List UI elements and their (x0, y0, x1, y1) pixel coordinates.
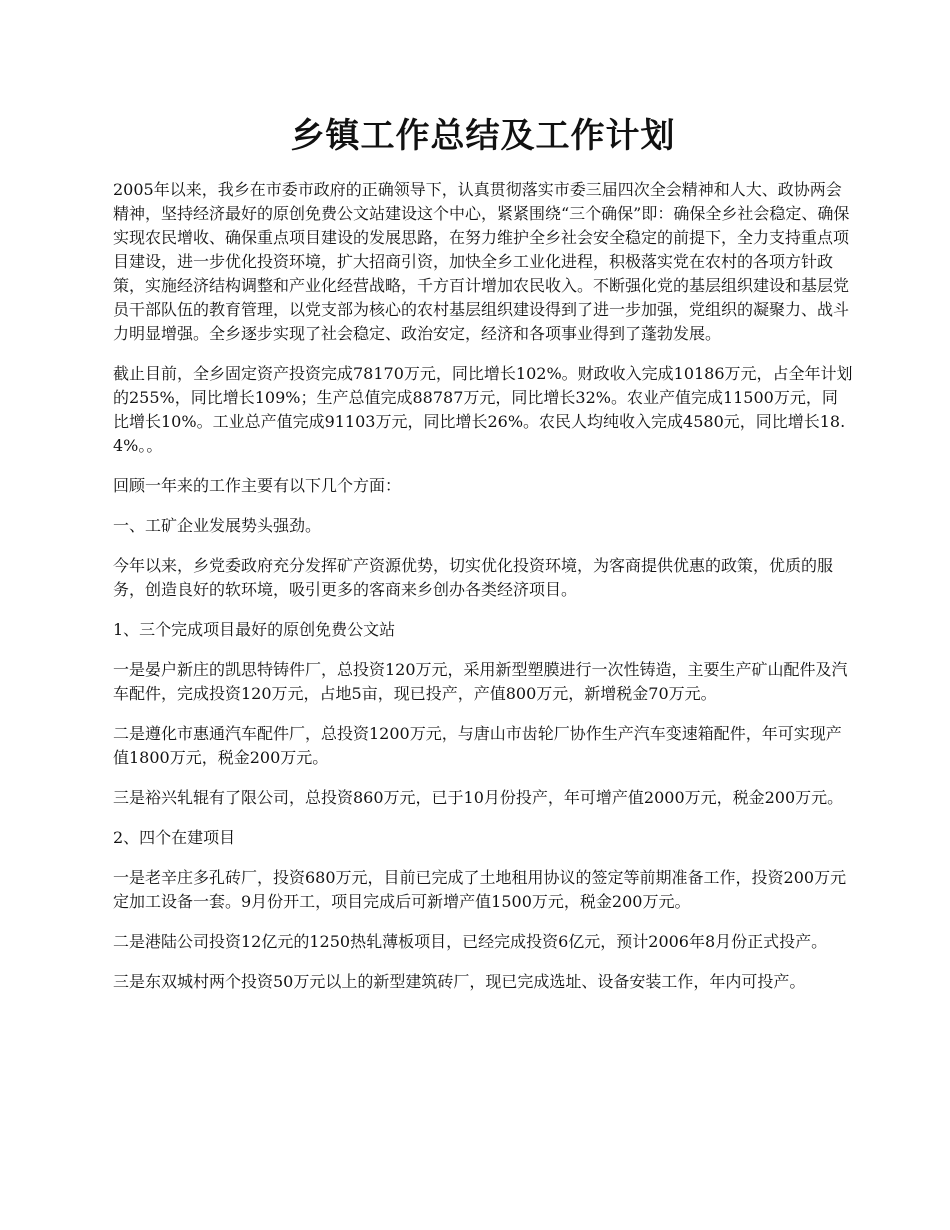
subsection-heading-completed-projects: 1、三个完成项目最好的原创免费公文站 (113, 620, 396, 639)
paragraph-completed-project-1: 一是晏户新庄的凯思特铸件厂，总投资120万元，采用新型塑膜进行一次性铸造，主要生产矿山配件及汽车配件，完成投资120万元，占地5亩，现已投产，产值800万元，新增税金70万元。 (113, 660, 848, 703)
document-title: 乡镇工作总结及工作计划 (290, 116, 676, 156)
paragraph-ongoing-project-1: 一是老辛庄多孔砖厂，投资680万元，目前已完成了土地租用协议的签定等前期准备工作，投资200万元定加工设备一套。9月份开工，项目完成后可新增产值1500万元，税金200万元。 (113, 868, 847, 911)
paragraph-ongoing-project-2: 二是港陆公司投资12亿元的1250热轧薄板项目，已经完成投资6亿元，预计2006年8月份正式投产。 (113, 932, 828, 951)
paragraph-ongoing-project-3: 三是东双城村两个投资50万元以上的新型建筑砖厂，现已完成选址、设备安装工作，年内可投产。 (113, 972, 806, 991)
section-heading-1: 一、工矿企业发展势头强劲。 (113, 516, 322, 535)
subsection-heading-ongoing-projects: 2、四个在建项目 (113, 828, 236, 847)
document-page (113, 108, 853, 1010)
paragraph-section-1-intro: 今年以来，乡党委政府充分发挥矿产资源优势，切实优化投资环境，为客商提供优惠的政策，优质的服务，创造良好的软环境，吸引更多的客商来乡创办各类经济项目。 (113, 556, 834, 599)
paragraph-review-lead: 回顾一年来的工作主要有以下几个方面： (113, 476, 402, 495)
paragraph-statistics: 截止目前，全乡固定资产投资完成78170万元，同比增长102%。财政收入完成10186万元，占全年计划的255%，同比增长109%；生产总值完成88787万元，同比增长32%。农业产值完成11500万元，同比增长10%。工业总产值完成91103万元，同比增长26%。农民人均纯收入完成4580元，同比增长18.4%。。 (113, 364, 853, 455)
paragraph-completed-project-2: 二是遵化市惠通汽车配件厂，总投资1200万元，与唐山市齿轮厂协作生产汽车变速箱配件，年可实现产值1800万元，税金200万元。 (113, 724, 842, 767)
paragraph-completed-project-3: 三是裕兴轧辊有了限公司，总投资860万元，已于10月份投产，年可增产值2000万元，税金200万元。 (113, 788, 844, 807)
paragraph-intro: 2005年以来，我乡在市委市政府的正确领导下，认真贯彻落实市委三届四次全会精神和人大、政协两会精神，坚持经济最好的原创免费公文站建设这个中心，紧紧围绕“三个确保”即：确保全乡社会稳定、确保实现农民增收、确保重点项目建设的发展思路，在努力维护全乡社会安全稳定的前提下，全力支持重点项目建设，进一步优化投资环境，扩大招商引资，加快全乡工业化进程，积极落实党在农村的各项方针政策，实施经济结构调整和产业化经营战略，千方百计增加农民收入。不断强化党的基层组织建设和基层党员干部队伍的教育管理，以党支部为核心的农村基层组织建设得到了进一步加强，党组织的凝聚力、战斗力明显增强。全乡逐步实现了社会稳定、政治安定，经济和各项事业得到了蓬勃发展。 (113, 180, 850, 343)
